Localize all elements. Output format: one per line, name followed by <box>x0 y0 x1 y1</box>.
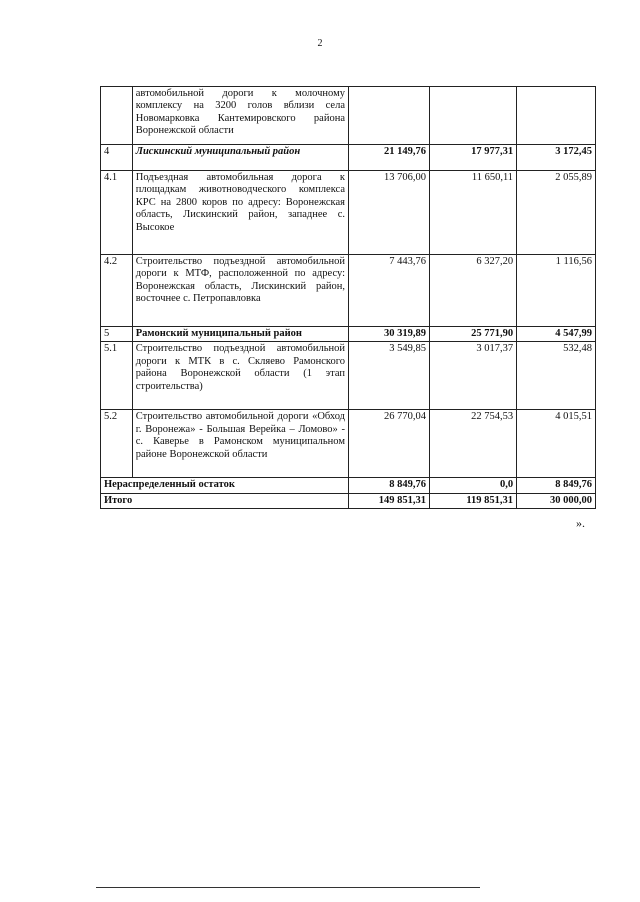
table-row <box>101 171 596 255</box>
row-number: 5.2 <box>101 410 133 478</box>
total-value-federal: 119 851,31 <box>429 493 516 508</box>
row-value-federal: 17 977,31 <box>429 145 516 171</box>
page-number: 2 <box>317 38 323 49</box>
row-value-regional: 2 055,89 <box>517 171 596 255</box>
table-row-district-liski <box>101 145 596 171</box>
table-row-total <box>101 493 596 508</box>
row-number <box>101 87 133 145</box>
total-value: 149 851,31 <box>349 493 430 508</box>
row-value-total: 7 443,76 <box>349 255 430 327</box>
budget-table <box>100 86 596 509</box>
unallocated-label: Нераспределенный остаток <box>101 478 349 493</box>
row-value-total: 30 319,89 <box>349 327 430 342</box>
table-row <box>101 410 596 478</box>
row-value-federal <box>429 87 516 145</box>
row-name: Лискинский муниципальный район <box>132 145 348 171</box>
row-value-total: 13 706,00 <box>349 171 430 255</box>
row-number: 5.1 <box>101 342 133 410</box>
row-value-federal: 25 771,90 <box>429 327 516 342</box>
row-value-regional: 1 116,56 <box>517 255 596 327</box>
table-row-continuation <box>101 87 596 145</box>
row-name: автомобильной дороги к молочному комплексу на 3200 голов вблизи села Новомарковка Кантемировского района Воронежской области <box>132 87 348 145</box>
table-row-unallocated <box>101 478 596 493</box>
row-value-total: 3 549,85 <box>349 342 430 410</box>
unallocated-value-regional: 8 849,76 <box>517 478 596 493</box>
row-value-regional <box>517 87 596 145</box>
footer-divider <box>96 887 480 888</box>
unallocated-value-federal: 0,0 <box>429 478 516 493</box>
row-value-federal: 3 017,37 <box>429 342 516 410</box>
row-value-regional: 532,48 <box>517 342 596 410</box>
row-value-federal: 11 650,11 <box>429 171 516 255</box>
row-value-federal: 6 327,20 <box>429 255 516 327</box>
row-name: Строительство подъездной автомобильной дороги к МТФ, расположенной по адресу: Воронежская область, Лискинский район, восточнее с. Петропавловка <box>132 255 348 327</box>
row-name: Рамонский муниципальный район <box>132 327 348 342</box>
row-value-total <box>349 87 430 145</box>
row-number: 4.1 <box>101 171 133 255</box>
closing-quote: ». <box>576 516 585 530</box>
row-value-regional: 4 015,51 <box>517 410 596 478</box>
row-number: 5 <box>101 327 133 342</box>
total-value-regional: 30 000,00 <box>517 493 596 508</box>
row-value-total: 26 770,04 <box>349 410 430 478</box>
row-name: Строительство подъездной автомобильной дороги к МТК в с. Скляево Рамонского района Воронежской области (1 этап строительства) <box>132 342 348 410</box>
row-value-regional: 3 172,45 <box>517 145 596 171</box>
row-value-regional: 4 547,99 <box>517 327 596 342</box>
table-row <box>101 342 596 410</box>
row-value-total: 21 149,76 <box>349 145 430 171</box>
row-number: 4.2 <box>101 255 133 327</box>
unallocated-value-total: 8 849,76 <box>349 478 430 493</box>
row-value-federal: 22 754,53 <box>429 410 516 478</box>
total-label: Итого <box>101 493 349 508</box>
table-row-district-ramon <box>101 327 596 342</box>
row-name: Строительство автомобильной дороги «Обход г. Воронежа» - Большая Верейка – Ломово» - с. Каверье в Рамонском муниципальном районе Воронежской области <box>132 410 348 478</box>
row-number: 4 <box>101 145 133 171</box>
table-row <box>101 255 596 327</box>
row-name: Подъездная автомобильная дорога к площадкам животноводческого комплекса КРС на 2800 коров по адресу: Воронежская область, Лискинский район, западнее с. Высокое <box>132 171 348 255</box>
